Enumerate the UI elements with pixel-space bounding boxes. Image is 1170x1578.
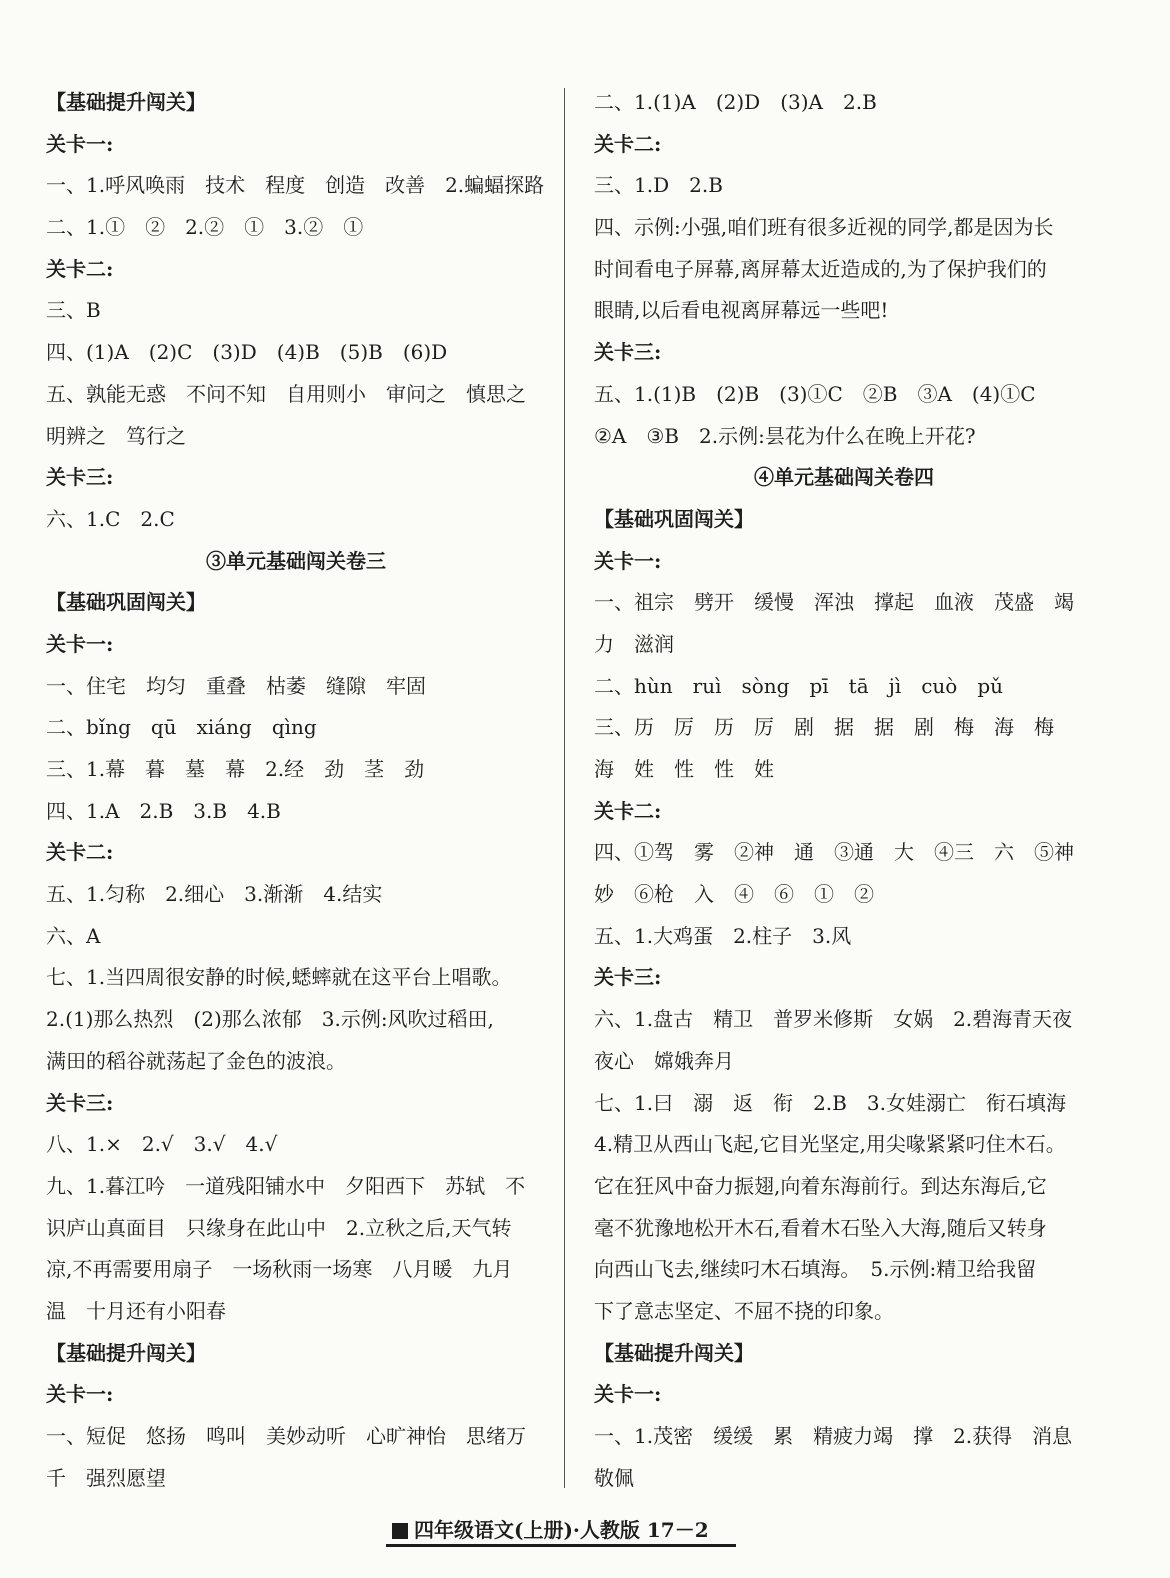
- answer-line: 二、hùn ruì sòng pī tā jì cuò pǔ: [594, 673, 1004, 698]
- answer-line: 二、1.① ② 2.② ① 3.② ①: [46, 215, 364, 240]
- answer-line: 二、1.(1)A (2)D (3)A 2.B: [594, 90, 877, 114]
- answer-line: 四、(1)A (2)C (3)D (4)B (5)B (6)D: [46, 340, 448, 365]
- answer-line: 它在狂风中奋力振翅,向着东海前行。到达东海后,它: [594, 1173, 1047, 1198]
- answer-line: 毫不犹豫地松开木石,看着木石坠入大海,随后又转身: [594, 1215, 1047, 1240]
- answer-line: 五、孰能无惑 不问不知 自用则小 审问之 慎思之: [46, 381, 526, 406]
- answer-line: 一、短促 悠扬 鸣叫 美妙动听 心旷神怡 思绪万: [46, 1424, 526, 1448]
- answer-line: 五、1.大鸡蛋 2.柱子 3.风: [594, 923, 852, 948]
- answer-line: 海 姓 性 性 姓: [594, 757, 774, 781]
- answer-line: 夜心 嫦娥奔月: [594, 1048, 734, 1073]
- answer-line: 力 滋润: [594, 631, 674, 656]
- answer-line: 六、1.C 2.C: [46, 506, 175, 531]
- section-heading: 关卡一:: [46, 1382, 114, 1407]
- section-heading: 关卡三:: [594, 340, 662, 365]
- section-heading: 关卡二:: [46, 840, 114, 865]
- answer-line: 2.(1)那么热烈 (2)那么浓郁 3.示例:风吹过稻田,: [46, 1007, 494, 1032]
- section-heading: 关卡一:: [594, 548, 662, 573]
- section-heading: 【基础提升闯关】: [46, 90, 206, 114]
- answer-line: 四、①驾 雾 ②神 通 ③通 大 ④三 六 ⑤神: [594, 840, 1074, 865]
- answer-line: 三、B: [46, 298, 101, 323]
- answer-line: 向西山飞去,继续叼木石填海。 5.示例:精卫给我留: [594, 1257, 1037, 1282]
- answer-line: 满田的稻谷就荡起了金色的波浪。: [46, 1048, 346, 1073]
- answer-line: 五、1.(1)B (2)B (3)①C ②B ③A (4)①C: [594, 381, 1036, 406]
- section-heading: 关卡一:: [46, 131, 114, 156]
- column-divider: [564, 88, 565, 1488]
- answer-line: 下了意志坚定、不屈不挠的印象。: [594, 1298, 894, 1323]
- answer-line: 时间看电子屏幕,离屏幕太近造成的,为了保护我们的: [594, 256, 1047, 281]
- answer-line: 一、1.呼风唤雨 技术 程度 创造 改善 2.蝙蝠探路: [46, 173, 545, 198]
- section-heading: 关卡二:: [594, 131, 662, 156]
- answer-line: 一、1.茂密 缓缓 累 精疲力竭 撑 2.获得 消息: [594, 1424, 1073, 1448]
- answer-line: 一、住宅 均匀 重叠 枯萎 缝隙 牢固: [46, 673, 426, 698]
- section-heading: 关卡二:: [594, 798, 662, 823]
- answer-line: ②A ③B 2.示例:昙花为什么在晚上开花?: [594, 423, 976, 448]
- answer-line: 4.精卫从西山飞起,它目光坚定,用尖喙紧紧叼住木石。: [594, 1132, 1066, 1157]
- answer-line: 六、A: [46, 923, 101, 948]
- answer-line: 凉,不再需要用扇子 一场秋雨一场寒 八月暖 九月: [46, 1257, 513, 1282]
- footer-square-icon: [392, 1523, 408, 1539]
- answer-line: 三、1.D 2.B: [594, 173, 723, 198]
- answer-line: 六、1.盘古 精卫 普罗米修斯 女娲 2.碧海青天夜: [594, 1007, 1073, 1032]
- answer-line: 五、1.匀称 2.细心 3.渐渐 4.结实: [46, 882, 383, 907]
- section-heading: 【基础提升闯关】: [46, 1340, 206, 1365]
- answer-line: 识庐山真面目 只缘身在此山中 2.立秋之后,天气转: [46, 1215, 512, 1240]
- section-title: ③单元基础闯关卷三: [206, 548, 386, 573]
- right-column: [594, 82, 1094, 1499]
- section-title: ④单元基础闯关卷四: [754, 465, 934, 490]
- footer-book-title: 四年级语文(上册)·人教版: [414, 1518, 640, 1542]
- section-heading: 【基础巩固闯关】: [594, 506, 754, 531]
- answer-line: 一、祖宗 劈开 缓慢 浑浊 撑起 血液 茂盛 竭: [594, 590, 1074, 615]
- answer-line: 七、1.当四周很安静的时候,蟋蟀就在这平台上唱歌。: [46, 965, 512, 990]
- answer-line: 七、1.曰 溺 返 衔 2.B 3.女娃溺亡 衔石填海: [594, 1090, 1066, 1115]
- section-heading: 关卡二:: [46, 256, 114, 281]
- answer-line: 眼睛,以后看电视离屏幕远一些吧!: [594, 298, 889, 323]
- answer-line: 敬佩: [594, 1465, 634, 1490]
- section-heading: 【基础提升闯关】: [594, 1340, 754, 1365]
- footer-rule: [386, 1544, 736, 1547]
- answer-line: 温 十月还有小阳春: [46, 1298, 226, 1323]
- answer-line: 妙 ⑥枪 入 ④ ⑥ ① ②: [594, 882, 874, 907]
- footer-page-number: 17－2: [646, 1518, 709, 1542]
- left-column: [46, 82, 546, 1499]
- answer-line: 三、1.幕 暮 墓 幕 2.经 劲 茎 劲: [46, 757, 425, 781]
- answer-line: 四、1.A 2.B 3.B 4.B: [46, 798, 281, 823]
- section-heading: 关卡三:: [46, 465, 114, 490]
- answer-line: 千 强烈愿望: [46, 1465, 166, 1490]
- section-heading: 【基础巩固闯关】: [46, 590, 206, 615]
- section-heading: 关卡一:: [594, 1382, 662, 1407]
- section-heading: 关卡一:: [46, 631, 114, 656]
- answer-line: 二、bǐng qū xiáng qìng: [46, 715, 317, 740]
- answer-line: 三、历 厉 历 厉 剧 据 据 剧 梅 海 梅: [594, 715, 1054, 740]
- answer-line: 四、示例:小强,咱们班有很多近视的同学,都是因为长: [594, 215, 1054, 240]
- answer-line: 明辨之 笃行之: [46, 423, 186, 448]
- section-heading: 关卡三:: [46, 1090, 114, 1115]
- section-heading: 关卡三:: [594, 965, 662, 990]
- answer-line: 八、1.× 2.√ 3.√ 4.√: [46, 1132, 278, 1157]
- answer-line: 九、1.暮江吟 一道残阳铺水中 夕阳西下 苏轼 不: [46, 1173, 526, 1198]
